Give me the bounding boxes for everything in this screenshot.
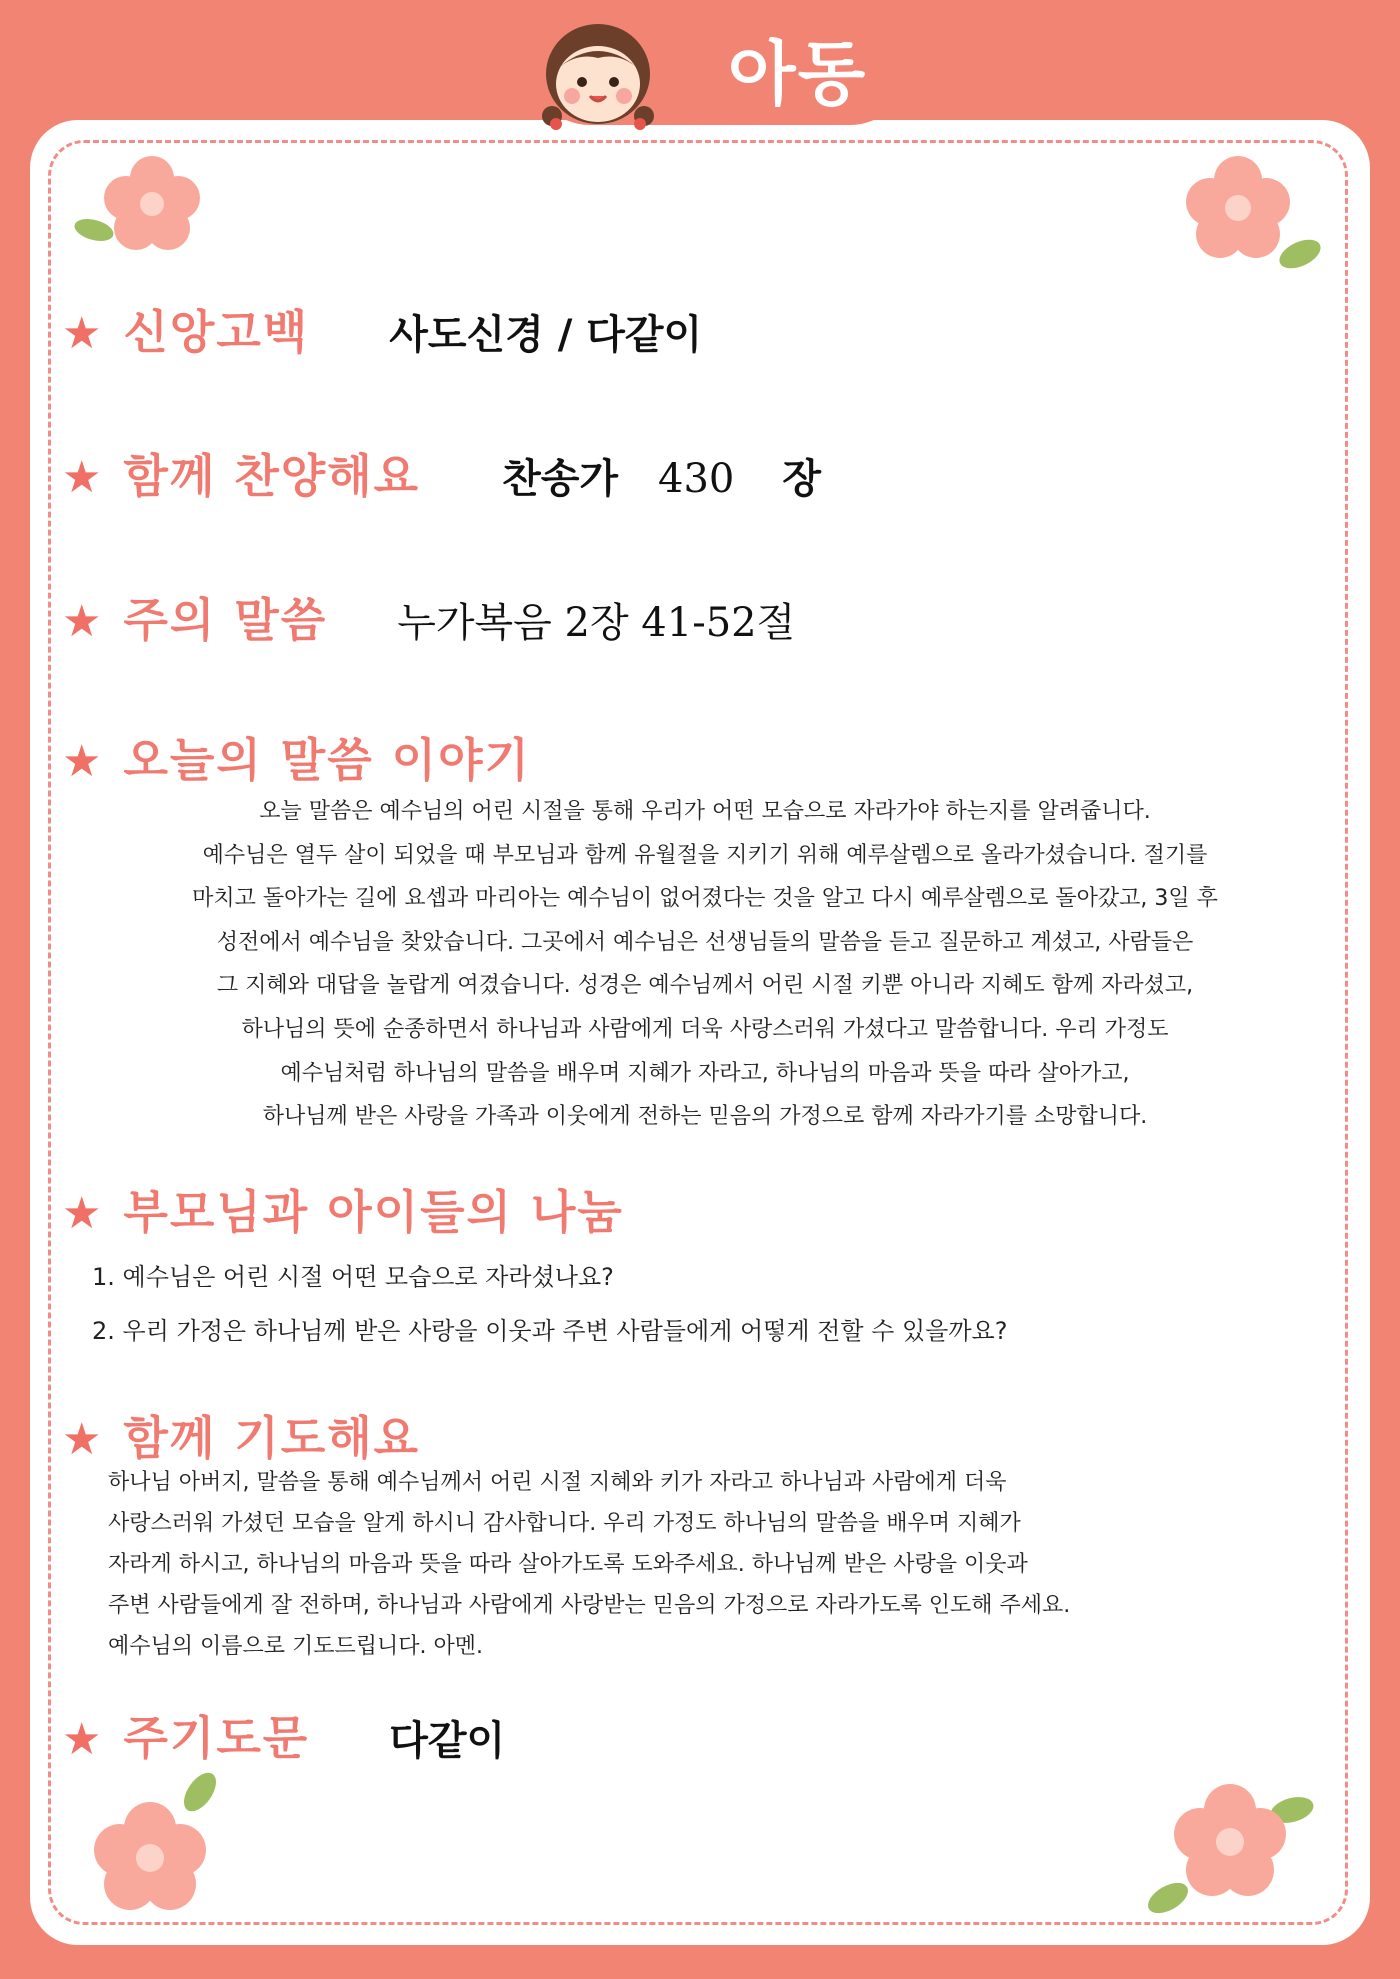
story-line: 하나님께 받은 사랑을 가족과 이웃에게 전하는 믿음의 가정으로 함께 자라가기를 소망합니다.: [262, 1104, 1148, 1130]
story-line: 예수님처럼 하나님의 말씀을 배우며 지혜가 자라고, 하나님의 마음과 뜻을 따라 살아가고,: [280, 1060, 1130, 1086]
creed-section: [62, 296, 702, 362]
prayer-section: [62, 1402, 420, 1468]
lords-prayer-section: [62, 1702, 505, 1768]
scripture-section: [62, 584, 795, 650]
scripture-heading: 주의 말씀: [123, 593, 328, 647]
lords-prayer-value: 다같이: [389, 1718, 506, 1764]
prayer-text: [108, 1462, 1318, 1667]
story-line: 오늘 말씀은 예수님의 어린 시절을 통해 우리가 어떤 모습으로 자라가야 하는지를 알려줍니다.: [259, 799, 1151, 824]
girl-mascot-icon: [530, 12, 690, 142]
prayer-line: 하나님 아버지, 말씀을 통해 예수님께서 어린 시절 지혜와 키가 자라고 하나님과 사람에게 더욱: [108, 1470, 1007, 1495]
star-icon: ★: [62, 736, 102, 787]
story-text: [105, 790, 1305, 1139]
story-line: 마치고 돌아가는 길에 요셉과 마리아는 예수님이 없어졌다는 것을 알고 다시 예루살렘으로 돌아갔고, 3일 후: [192, 886, 1218, 912]
hymn-number: 430: [658, 456, 735, 502]
prayer-heading: 함께 기도해요: [123, 1411, 421, 1465]
story-line: 하나님의 뜻에 순종하면서 하나님과 사람에게 더욱 사랑스러워 가셨다고 말씀합니다. 우리 가정도: [241, 1016, 1169, 1042]
story-line: 그 지혜와 대답을 놀랍게 여겼습니다. 성경은 예수님께서 어린 시절 키뿐 아니라 지혜도 함께 자라셨고,: [216, 973, 1194, 999]
prayer-line: 주변 사람들에게 잘 전하며, 하나님과 사람에게 사랑받는 믿음의 가정으로 자라가도록 인도해 주세요.: [108, 1593, 1071, 1618]
star-icon: ★: [62, 452, 102, 503]
star-icon: ★: [62, 1188, 102, 1239]
page-title: 아동: [728, 33, 868, 115]
flower-icon: [78, 1770, 238, 1920]
sharing-heading: 부모님과 아이들의 나눔: [123, 1185, 624, 1239]
hymn-label: 찬송가: [502, 456, 619, 502]
hymn-heading: 함께 찬양해요: [123, 449, 421, 503]
story-line: 예수님은 열두 살이 되었을 때 부모님과 함께 유월절을 지키기 위해 예루살렘으로 올라가셨습니다. 절기를: [202, 842, 1208, 868]
star-icon: ★: [62, 1414, 102, 1465]
hymn-section: [62, 440, 821, 506]
flower-icon: [1168, 150, 1328, 275]
question-item: 2. 우리 가정은 하나님께 받은 사랑을 이웃과 주변 사람들에게 어떻게 전할 수 있을까요?: [92, 1317, 1008, 1345]
story-line: 성전에서 예수님을 찾았습니다. 그곳에서 예수님은 선생님들의 말씀을 듣고 질문하고 계셨고, 사람들은: [216, 929, 1194, 955]
star-icon: ★: [62, 308, 102, 359]
star-icon: ★: [62, 1714, 102, 1765]
sharing-section: [62, 1176, 624, 1242]
prayer-line: 사랑스러워 가셨던 모습을 알게 하시니 감사합니다. 우리 가정도 하나님의 말씀을 배우며 지혜가: [108, 1511, 1021, 1536]
story-section: [62, 724, 531, 790]
flower-icon: [72, 150, 212, 260]
hymn-unit: 장: [782, 456, 822, 502]
lords-prayer-heading: 주기도문: [123, 1711, 310, 1765]
star-icon: ★: [62, 596, 102, 647]
story-heading: 오늘의 말씀 이야기: [123, 733, 531, 787]
prayer-line: 자라게 하시고, 하나님의 마음과 뜻을 따라 살아가도록 도와주세요. 하나님께 받은 사랑을 이웃과: [108, 1552, 1028, 1577]
flower-icon: [1140, 1780, 1320, 1920]
creed-heading: 신앙고백: [123, 305, 310, 359]
creed-value: 사도신경 / 다같이: [389, 312, 703, 358]
question-item: 1. 예수님은 어린 시절 어떤 모습으로 자라셨나요?: [92, 1263, 614, 1291]
prayer-line: 예수님의 이름으로 기도드립니다. 아멘.: [108, 1634, 483, 1659]
scripture-value: 누가복음 2장 41-52절: [397, 600, 796, 646]
question-list: [92, 1250, 1007, 1358]
